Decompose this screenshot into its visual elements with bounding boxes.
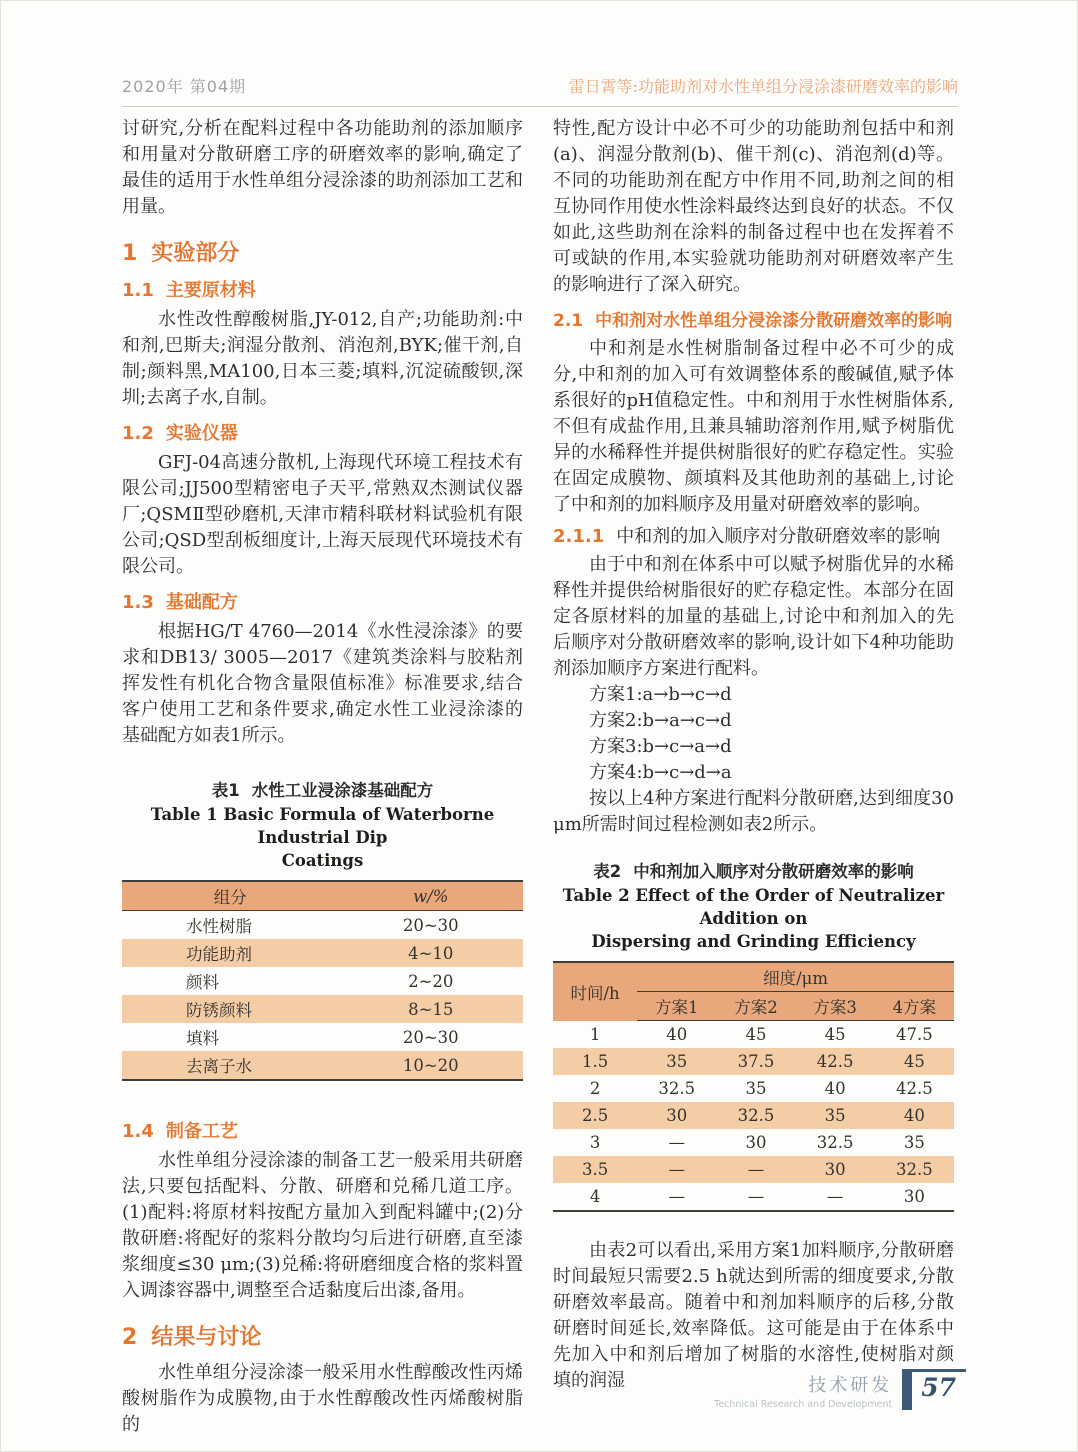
table-cell: 1 <box>589 1024 601 1044</box>
section-1-2-paragraph: GFJ-04高速分散机,上海现代环境工程技术有限公司;JJ500型精密电子天平,常熟双杰测试仪器厂;QSMⅡ型砂磨机,天津市精科联材料试验机有限公司;QSD型刮板细度计,上海天辰现代环境技术有限公司。 <box>122 452 523 577</box>
table2-label: 表2 <box>593 862 622 881</box>
table-cell: 8~15 <box>408 999 454 1019</box>
running-title: 雷日霄等:功能助剂对水性单组分浸涂漆研磨效率的影响 <box>568 77 958 96</box>
footer-label-zh: 技术研发 <box>808 1375 893 1396</box>
table2-body <box>553 1021 954 1212</box>
section-1-1-heading <box>122 276 523 302</box>
table-row <box>122 911 523 940</box>
table-cell: 颜料 <box>186 973 219 992</box>
table-cell: 40 <box>824 1079 846 1098</box>
table-cell: 4~10 <box>408 943 454 963</box>
table-row <box>553 1129 954 1156</box>
table2-block <box>553 860 954 1212</box>
table1-body <box>122 911 523 1081</box>
table1 <box>122 880 523 1081</box>
table2-title-zh: 中和剂加入顺序对分散研磨效率的影响 <box>633 862 914 881</box>
column-right <box>553 116 954 1438</box>
page-header <box>122 74 958 107</box>
table-row <box>553 1075 954 1102</box>
table-cell: 3.5 <box>581 1160 609 1179</box>
table-cell: 35 <box>745 1079 767 1098</box>
section-number: 2.1.1 <box>553 526 605 547</box>
table-row <box>122 995 523 1023</box>
table-cell: 水性树脂 <box>186 917 252 936</box>
section-2-heading <box>122 1320 523 1351</box>
section-title: 基础配方 <box>165 592 238 613</box>
table-cell: 4 <box>589 1187 601 1206</box>
table-cell: — <box>747 1160 765 1179</box>
table-cell: 30 <box>903 1187 925 1206</box>
table-cell: 42.5 <box>816 1052 854 1071</box>
table-cell: 30 <box>666 1106 688 1125</box>
section-1-2-heading <box>122 419 523 445</box>
section-2-1-paragraph: 中和剂是水性树脂制备过程中必不可少的成分,中和剂的加入可有效调整体系的酸碱值,赋予体系很好的pH值稳定性。中和剂用于水性树脂体系,不但有成盐作用,且兼具辅助溶剂作用,赋予树脂优异的水稀释性并提供树脂很好的贮存稳定性。实验在固定成膜物、颜填料及其他助剂的基础上,讨论了中和剂的加料顺序及用量对研磨效率的影响。 <box>553 338 954 515</box>
table-cell: — <box>747 1187 765 1206</box>
table2-col-scheme2: 方案2 <box>716 992 795 1021</box>
section-number: 1 <box>122 241 138 266</box>
table-cell: 45 <box>824 1025 846 1044</box>
table-cell: 32.5 <box>896 1160 933 1179</box>
table2-caption-en-line1: Table 2 Effect of the Order of Neutralizer Addition on <box>562 886 945 928</box>
section-number: 1.4 <box>122 1121 154 1142</box>
table-row <box>553 1021 954 1049</box>
table-cell: 35 <box>824 1106 846 1125</box>
table-row <box>122 1023 523 1051</box>
table2-col-scheme4: 4方案 <box>875 992 954 1021</box>
table2-caption-zh <box>553 860 954 884</box>
section-2-paragraph: 水性单组分浸涂漆一般采用水性醇酸改性丙烯酸树脂作为成膜物,由于水性醇酸改性丙烯酸树脂的 <box>122 1362 523 1435</box>
table-cell: 40 <box>903 1106 925 1125</box>
table-cell: — <box>668 1160 686 1179</box>
table-cell: 30 <box>745 1133 767 1152</box>
scheme-4: 方案4:b→c→d→a <box>589 762 732 783</box>
page-footer <box>714 1369 966 1410</box>
table-cell: 20~30 <box>402 1027 459 1047</box>
scheme-3: 方案3:b→c→a→d <box>589 736 732 757</box>
table-cell: 45 <box>903 1052 925 1071</box>
section-1-1-paragraph: 水性改性醇酸树脂,JY-012,自产;功能助剂:中和剂,巴斯夫;润湿分散剂、消泡剂,BYK;催干剂,自制;颜料黑,MA100,日本三菱;填料,沉淀硫酸钡,深圳;去离子水,自制。 <box>122 309 523 408</box>
table-row <box>122 967 523 995</box>
section-2-1-1-heading <box>553 524 954 550</box>
section-1-4-heading <box>122 1117 523 1143</box>
table-cell: 35 <box>666 1052 688 1071</box>
table-cell: 2.5 <box>581 1106 609 1125</box>
table-cell: 去离子水 <box>186 1057 252 1076</box>
table1-col-component: 组分 <box>122 881 339 911</box>
closing-paragraph: 由表2可以看出,采用方案1加料顺序,分散研磨时间最短只需要2.5 h就达到所需的细度要求,分散研磨效率最高。随着中和剂加料顺序的后移,分散研磨时间延长,效率降低。这可能是由于在体系中先加入中和剂后增加了树脂的水溶性,使树脂对颜填的润湿 <box>553 1240 954 1391</box>
section-number: 1.1 <box>122 280 154 301</box>
table-row <box>553 1048 954 1075</box>
scheme-2: 方案2:b→a→c→d <box>589 710 732 731</box>
table-cell: 功能助剂 <box>186 945 252 964</box>
table-cell: 32.5 <box>658 1079 696 1098</box>
table-cell: 20~30 <box>402 915 459 935</box>
table-cell: — <box>668 1133 686 1152</box>
page-number: 57 <box>902 1369 966 1410</box>
table-cell: — <box>668 1187 686 1206</box>
table-cell: 填料 <box>186 1029 219 1048</box>
table-cell: 45 <box>745 1025 767 1044</box>
table-row <box>553 1156 954 1183</box>
table1-caption-zh <box>122 779 523 803</box>
section-2-1-1-paragraph: 由于中和剂在体系中可以赋予树脂优异的水稀释性并提供给树脂很好的贮存稳定性。本部分在固定各原材料的加量的基础上,讨论中和剂加入的先后顺序对分散研磨效率的影响,设计如下4种功能助剂添加顺序方案进行配料。 <box>553 554 954 679</box>
table-cell: — <box>826 1187 844 1206</box>
intro-paragraph: 讨研究,分析在配料过程中各功能助剂的添加顺序和用量对分散研磨工序的研磨效率的影响,确定了最佳的适用于水性单组分浸涂漆的助剂添加工艺和用量。 <box>122 118 523 217</box>
table1-title-zh: 水性工业浸涂漆基础配方 <box>251 781 434 800</box>
table-row <box>122 939 523 967</box>
column-left <box>122 116 523 1438</box>
table-cell: 1.5 <box>581 1052 609 1071</box>
section-title: 主要原材料 <box>165 280 256 301</box>
section-title: 制备工艺 <box>165 1121 238 1142</box>
table2-col-fineness: 细度/μm <box>637 962 954 992</box>
table1-caption-en-line1: Table 1 Basic Formula of Waterborne Industrial Dip <box>150 805 495 847</box>
section-1-4-paragraph: 水性单组分浸涂漆的制备工艺一般采用共研磨法,只要包括配料、分散、研磨和兑稀几道工序。(1)配料:将原材料按配方量加入到配料罐中;(2)分散研磨:将配好的浆料分散均匀后进行研磨,直至漆浆细度≤30 μm;(3)兑稀:将研磨细度合格的浆料置入调漆容器中,调整至合适黏度后出漆,备用。 <box>122 1150 523 1301</box>
table-cell: 10~20 <box>402 1055 459 1075</box>
table-cell: 2 <box>589 1079 601 1098</box>
journal-issue: 2020年 第04期 <box>122 77 247 96</box>
table2-col-time: 时间/h <box>553 962 637 1021</box>
table-cell: 35 <box>903 1133 925 1152</box>
scheme-1: 方案1:a→b→c→d <box>589 684 732 705</box>
table-cell: 42.5 <box>896 1079 933 1098</box>
table-cell: 防锈颜料 <box>186 1001 252 1020</box>
section-1-heading <box>122 236 523 267</box>
table1-label: 表1 <box>211 781 240 800</box>
table2-col-scheme1: 方案1 <box>637 992 716 1021</box>
two-column-content <box>122 116 954 1438</box>
table-cell: 32.5 <box>816 1133 854 1152</box>
section-number: 2.1 <box>553 311 584 331</box>
table-row <box>553 1102 954 1129</box>
table2 <box>553 961 954 1212</box>
table1-caption-en-line2: Coatings <box>281 851 364 870</box>
section-title: 中和剂对水性单组分浸涂漆分散研磨效率的影响 <box>595 311 953 331</box>
section-title: 中和剂的加入顺序对分散研磨效率的影响 <box>616 526 941 547</box>
section-title: 实验仪器 <box>165 423 238 444</box>
continuation-paragraph: 特性,配方设计中必不可少的功能助剂包括中和剂(a)、润湿分散剂(b)、催干剂(c)、消泡剂(d)等。不同的功能助剂在配方中作用不同,助剂之间的相互协同作用使水性涂料最终达到良好的状态。不仅如此,这些助剂在涂料的制备过程中也在发挥着不可或缺的作用,本实验就功能助剂对研磨效率产生的影响进行了深入研究。 <box>553 118 954 295</box>
section-2-1-heading <box>553 306 954 331</box>
table-cell: 32.5 <box>737 1106 775 1125</box>
table-cell: 40 <box>666 1025 688 1044</box>
section-number: 1.3 <box>122 592 154 613</box>
section-1-3-paragraph: 根据HG/T 4760—2014《水性浸涂漆》的要求和DB13/ 3005—2017《建筑类涂料与胶粘剂挥发性有机化合物含量限值标准》标准要求,结合客户使用工艺和条件要求,确定水性工业浸涂漆的基础配方如表1所示。 <box>122 621 523 746</box>
table2-header-row-1 <box>553 962 954 992</box>
table-cell: 37.5 <box>737 1052 775 1071</box>
table-cell: 30 <box>824 1160 846 1179</box>
table-row <box>122 1051 523 1080</box>
section-number: 2 <box>122 1325 138 1350</box>
table-row <box>553 1183 954 1211</box>
table2-col-scheme3: 方案3 <box>796 992 875 1021</box>
table2-caption-en-line2: Dispersing and Grinding Efficiency <box>591 932 916 951</box>
table1-header-row <box>122 881 523 911</box>
section-title: 结果与讨论 <box>151 1325 262 1350</box>
section-1-3-heading <box>122 588 523 614</box>
table1-col-w-percent: w/% <box>339 881 523 911</box>
table1-block <box>122 779 523 1081</box>
table-cell: 3 <box>589 1133 601 1152</box>
section-title: 实验部分 <box>151 241 240 266</box>
after-schemes-paragraph: 按以上4种方案进行配料分散研磨,达到细度30 μm所需时间过程检测如表2所示。 <box>553 788 954 835</box>
footer-column-label <box>714 1369 892 1410</box>
table-cell: 47.5 <box>896 1025 933 1044</box>
table-cell: 2~20 <box>408 971 454 991</box>
section-number: 1.2 <box>122 423 154 444</box>
footer-label-en: Technical Research and Development <box>714 1399 893 1410</box>
